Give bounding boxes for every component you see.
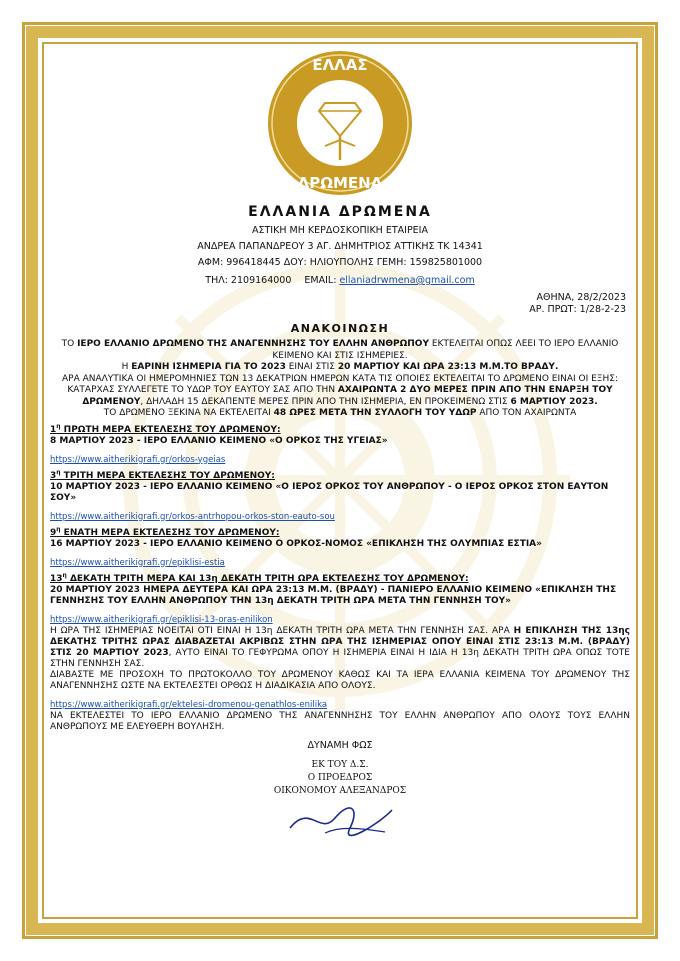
day-text: 20 ΜΑΡΤΙΟΥ 2023 ΗΜΕΡΑ ΔΕΥΤΕΡΑ ΚΑΙ ΩΡΑ 23:13 Μ.Μ. (ΒΡΑΔΥ) - ΠΑΝΙΕΡΟ ΕΛΛΑΝΙΟ ΚΕΙΜΕΝΟ «ΕΠΙΚΛΗΣΗ ΤΗΣ ΓΕΝΝΗΣΗΣ ΤΟΥ ΕΛΛΗΝ ΑΝΘΡΩΠΟΥ ΤΗΝ 13η ΔΕΚΑΤΗ ΤΡΙΤΗ ΩΡΑ ΜΕΤΑ ΤΗΝ ΓΕΝΝΗΣΗ ΤΟΥ» — [50, 584, 617, 606]
day-heading: $3^\eta$ ΤΡΙΤΗ ΜΕΡΑ ΕΚΤΕΛΕΣΗΣ ΤΟΥ ΔΡΩΜΕΝΟΥ: — [50, 468, 275, 481]
organization-name: ΕΛΛΑΝΙΑ ΔΡΩΜΕΝΑ — [248, 204, 432, 220]
closing-phrase: ΔΥΝΑΜΗ ΦΩΣ — [307, 739, 373, 751]
day-link[interactable]: https://www.aitherikigrafi.gr/orkos-ygeias — [50, 454, 226, 465]
organization-logo — [265, 48, 415, 198]
day-13 — [50, 570, 630, 626]
day-link[interactable]: https://www.aitherikigrafi.gr/epiklisi-13-oras-enilikon — [50, 614, 273, 625]
day-link[interactable]: https://www.aitherikigrafi.gr/orkos-antrhopou-orkos-ston-eauto-sou — [50, 511, 335, 522]
day-heading: $9^\eta$ ΕΝΑΤΗ ΜΕΡΑ ΕΚΤΕΛΕΣΗΣ ΤΟΥ ΔΡΩΜΕΝΟΥ: — [50, 525, 280, 538]
email-label: EMAIL: — [304, 275, 337, 286]
signature-name: ΟΙΚΟΝΟΜΟΥ ΑΛΕΞΑΝΔΡΟΣ — [273, 785, 407, 796]
organization-tax-info: ΑΦΜ: 996418445 ΔΟΥ: ΗΛΙΟΥΠΟΛΗΣ ΓΕΜΗ: 159825801000 — [197, 257, 483, 268]
contact-line — [50, 274, 630, 288]
protocol-number: ΑΡ. ΠΡΩΤ: 1/28-2-23 — [529, 304, 626, 315]
intro-paragraph-4: ΚΑΤΑΡΧΑΣ ΣΥΛΛΕΓΕΤΕ ΤΟ ΥΔΩΡ ΤΟΥ ΕΑΥΤΟΥ ΣΑΣ ΑΠΟ ΤΗΝ ΑΧΑΙΡΩΝΤΑ 2 ΔΥΟ ΜΕΡΕΣ ΠΡΙΝ ΑΠΟ ΤΗΝ ΕΝΑΡΞΗ ΤΟΥ ΔΡΩΜΕΝΟΥ, ΔΗΛΑΔΗ 15 ΔΕΚΑΠΕΝΤΕ ΜΕΡΕΣ ΠΡΙΝ ΑΠΟ ΤΗΝ ΙΣΗΜΕΡΙΑ, ΕΝ ΠΡΟΚΕΙΜΕΝΩ ΣΤΙΣ 6 ΜΑΡΤΙΟΥ 2023. — [67, 385, 613, 407]
announcement-title: ΑΝΑΚΟΙΝΩΣΗ — [290, 322, 390, 335]
document-date: ΑΘΗΝΑ, 28/2/2023 — [536, 292, 626, 303]
day-text: 10 ΜΑΡΤΙΟΥ 2023 - ΙΕΡΟ ΕΛΛΑΝΙΟ ΚΕΙΜΕΝΟ «Ο ΙΕΡΟΣ ΟΡΚΟΣ ΤΟΥ ΑΝΘΡΩΠΟΥ - Ο ΙΕΡΟΣ ΟΡΚΟΣ ΣΤΟΝ ΕΑΥΤΟΝ ΣΟΥ» — [50, 481, 609, 503]
organization-type: ΑΣΤΙΚΗ ΜΗ ΚΕΡΔΟΣΚΟΠΙΚΗ ΕΤΑΙΡΕΙΑ — [252, 225, 428, 236]
day-text: 16 ΜΑΡΤΙΟΥ 2023 - ΙΕΡΟ ΕΛΛΑΝΙΟ ΚΕΙΜΕΝΟ Ο ΟΡΚΟΣ-ΝΟΜΟΣ «ΕΠΙΚΛΗΣΗ ΤΗΣ ΟΛΥΜΠΙΑΣ ΕΣΤΙΑ» — [50, 538, 542, 549]
intro-paragraph-3: ΑΡΑ ΑΝΑΛΥΤΙΚΑ ΟΙ ΗΜΕΡΟΜΗΝΙΕΣ ΤΩΝ 13 ΔΕΚΑΤΡΙΩΝ ΗΜΕΡΩΝ ΚΑΤΑ ΤΙΣ ΟΠΟΙΕΣ ΕΚΤΕΛΕΙΤΑΙ ΤΟ ΔΡΩΜΕΝΟ ΕΙΝΑΙ ΟΙ ΕΞΗΣ: — [62, 373, 618, 384]
day-1 — [50, 421, 630, 466]
day-heading: $13^\eta$ ΔΕΚΑΤΗ ΤΡΙΤΗ ΜΕΡΑ ΚΑΙ 13η ΔΕΚΑΤΗ ΤΡΙΤΗ ΩΡΑ ΕΚΤΕΛΕΣΗΣ ΤΟΥ ΔΡΩΜΕΝΟΥ: — [50, 571, 469, 584]
body-paragraph-3: ΝΑ ΕΚΤΕΛΕΣΤΕΙ ΤΟ ΙΕΡΟ ΕΛΛΑΝΙΟ ΔΡΩΜΕΝΟ ΤΗΣ ΑΝΑΓΕΝΝΗΣΗΣ ΤΟΥ ΕΛΛΗΝ ΑΝΘΡΩΠΟΥ ΑΠΟ ΟΛΟΥΣ ΤΟΥΣ ΕΛΛΗΝ ΑΝΘΡΩΠΟΥΣ ΜΕ ΕΛΕΥΘΕΡΗ ΒΟΥΛΗΣΗ. — [50, 710, 630, 732]
signature-from: ΕΚ ΤΟΥ Δ.Σ. — [311, 759, 369, 770]
body-paragraph-1: Η ΩΡΑ ΤΗΣ ΙΣΗΜΕΡΙΑΣ ΝΟΕΙΤΑΙ ΟΤΙ ΕΙΝΑΙ Η 13η ΔΕΚΑΤΗ ΤΡΙΤΗ ΩΡΑ ΜΕΤΑ ΤΗΝ ΓΕΝΝΗΣΗ ΣΑΣ. ΑΡΑ Η ΕΠΙΚΛΗΣΗ ΤΗΣ 13ης ΔΕΚΑΤΗΣ ΤΡΙΤΗΣ ΩΡΑΣ ΔΙΑΒΑΖΕΤΑΙ ΑΚΡΙΒΩΣ ΣΤΗΝ ΩΡΑ ΤΗΣ ΙΣΗΜΕΡΙΑΣ ΟΠΟΥ ΕΙΝΑΙ ΣΤΙΣ 23:13 Μ.Μ. (ΒΡΑΔΥ) ΣΤΙΣ 20 ΜΑΡΤΙΟΥ 2023, ΑΥΤΟ ΕΙΝΑΙ ΤΟ ΓΕΦΥΡΩΜΑ ΟΠΟΥ Η ΙΣΗΜΕΡΙΑ ΕΙΝΑΙ Η ΙΔΙΑ Η 13η ΔΕΚΑΤΗ ΤΡΙΤΗ ΩΡΑ ΟΠΩΣ ΤΟΤΕ ΣΤΗΝ ΓΕΝΝΗΣΗ ΣΑΣ. — [50, 625, 631, 669]
day-link[interactable]: https://www.aitherikigrafi.gr/epiklisi-estia — [50, 557, 225, 568]
signature-block — [50, 759, 630, 838]
svg-text:ΕΛΛΑΣ: ΕΛΛΑΣ — [312, 56, 368, 74]
day-heading: $1^\eta$ ΠΡΩΤΗ ΜΕΡΑ ΕΚΤΕΛΕΣΗΣ ΤΟΥ ΔΡΩΜΕΝΟΥ: — [50, 422, 281, 435]
signature-role: Ο ΠΡΟΕΔΡΟΣ — [307, 772, 373, 783]
phone: ΤΗΛ: 2109164000 — [205, 275, 292, 286]
body-paragraph-2: ΔΙΑΒΑΣΤΕ ΜΕ ΠΡΟΣΟΧΗ ΤΟ ΠΡΩΤΟΚΟΛΛΟ ΤΟΥ ΔΡΩΜΕΝΟΥ ΚΑΘΩΣ ΚΑΙ ΤΑ ΙΕΡΑ ΕΛΛΑΝΙΑ ΚΕΙΜΕΝΑ ΤΟΥ ΔΡΩΜΕΝΟΥ ΤΗΣ ΑΝΑΓΕΝΝΗΣΗΣ ΩΣΤΕ ΝΑ ΕΚΤΕΛΕΣΤΕΙ ΟΡΘΩΣ Η ΔΙΑΔΙΚΑΣΙΑ ΑΠΟ ΟΛΟΥΣ. — [50, 669, 630, 691]
intro-paragraph-5: ΤΟ ΔΡΩΜΕΝΟ ΞΕΚΙΝΑ ΝΑ ΕΚΤΕΛΕΙΤΑΙ 48 ΩΡΕΣ ΜΕΤΑ ΤΗΝ ΣΥΛΛΟΓΗ ΤΟΥ ΥΔΩΡ ΑΠΟ ΤΟΝ ΑΧΑΙΡΩΝΤΑ — [103, 408, 577, 418]
email-link[interactable]: ellaniadrwmena@gmail.com — [339, 275, 475, 286]
day-3 — [50, 467, 630, 523]
day-9 — [50, 524, 630, 569]
intro-paragraph-2: Η ΕΑΡΙΝΗ ΙΣΗΜΕΡΙΑ ΓΙΑ ΤΟ 2023 ΕΙΝΑΙ ΣΤΙΣ 20 ΜΑΡΤΙΟΥ ΚΑΙ ΩΡΑ 23:13 Μ.Μ.ΤΟ ΒΡΑΔΥ. — [121, 362, 559, 372]
day-text: 8 ΜΑΡΤΙΟΥ 2023 - ΙΕΡΟ ΕΛΛΑΝΙΟ ΚΕΙΜΕΝΟ «Ο ΟΡΚΟΣ ΤΗΣ ΥΓΕΙΑΣ» — [50, 435, 388, 446]
handwritten-signature — [280, 798, 400, 838]
organization-address: ΑΝΔΡΕΑ ΠΑΠΑΝΔΡΕΟΥ 3 ΑΓ. ΔΗΜΗΤΡΙΟΣ ΑΤΤΙΚΗΣ ΤΚ 14341 — [197, 241, 483, 252]
intro-paragraph-1: ΤΟ ΙΕΡΟ ΕΛΛΑΝΙΟ ΔΡΩΜΕΝΟ ΤΗΣ ΑΝΑΓΕΝΝΗΣΗΣ ΤΟΥ ΕΛΛΗΝ ΑΝΘΡΩΠΟΥ ΕΚΤΕΛΕΙΤΑΙ ΟΠΩΣ ΛΕΕΙ ΤΟ ΙΕΡΟ ΕΛΛΑΝΙΟ ΚΕΙΜΕΝΟ ΚΑΙ ΣΤΙΣ ΙΣΗΜΕΡΙΕΣ. — [61, 339, 619, 361]
protocol-link[interactable]: https://www.aitherikigrafi.gr/ektelesi-dromenou-genathlos-enilika — [50, 699, 328, 710]
svg-text:ΔΡΩΜΕΝΑ: ΔΡΩΜΕΝΑ — [297, 174, 383, 192]
